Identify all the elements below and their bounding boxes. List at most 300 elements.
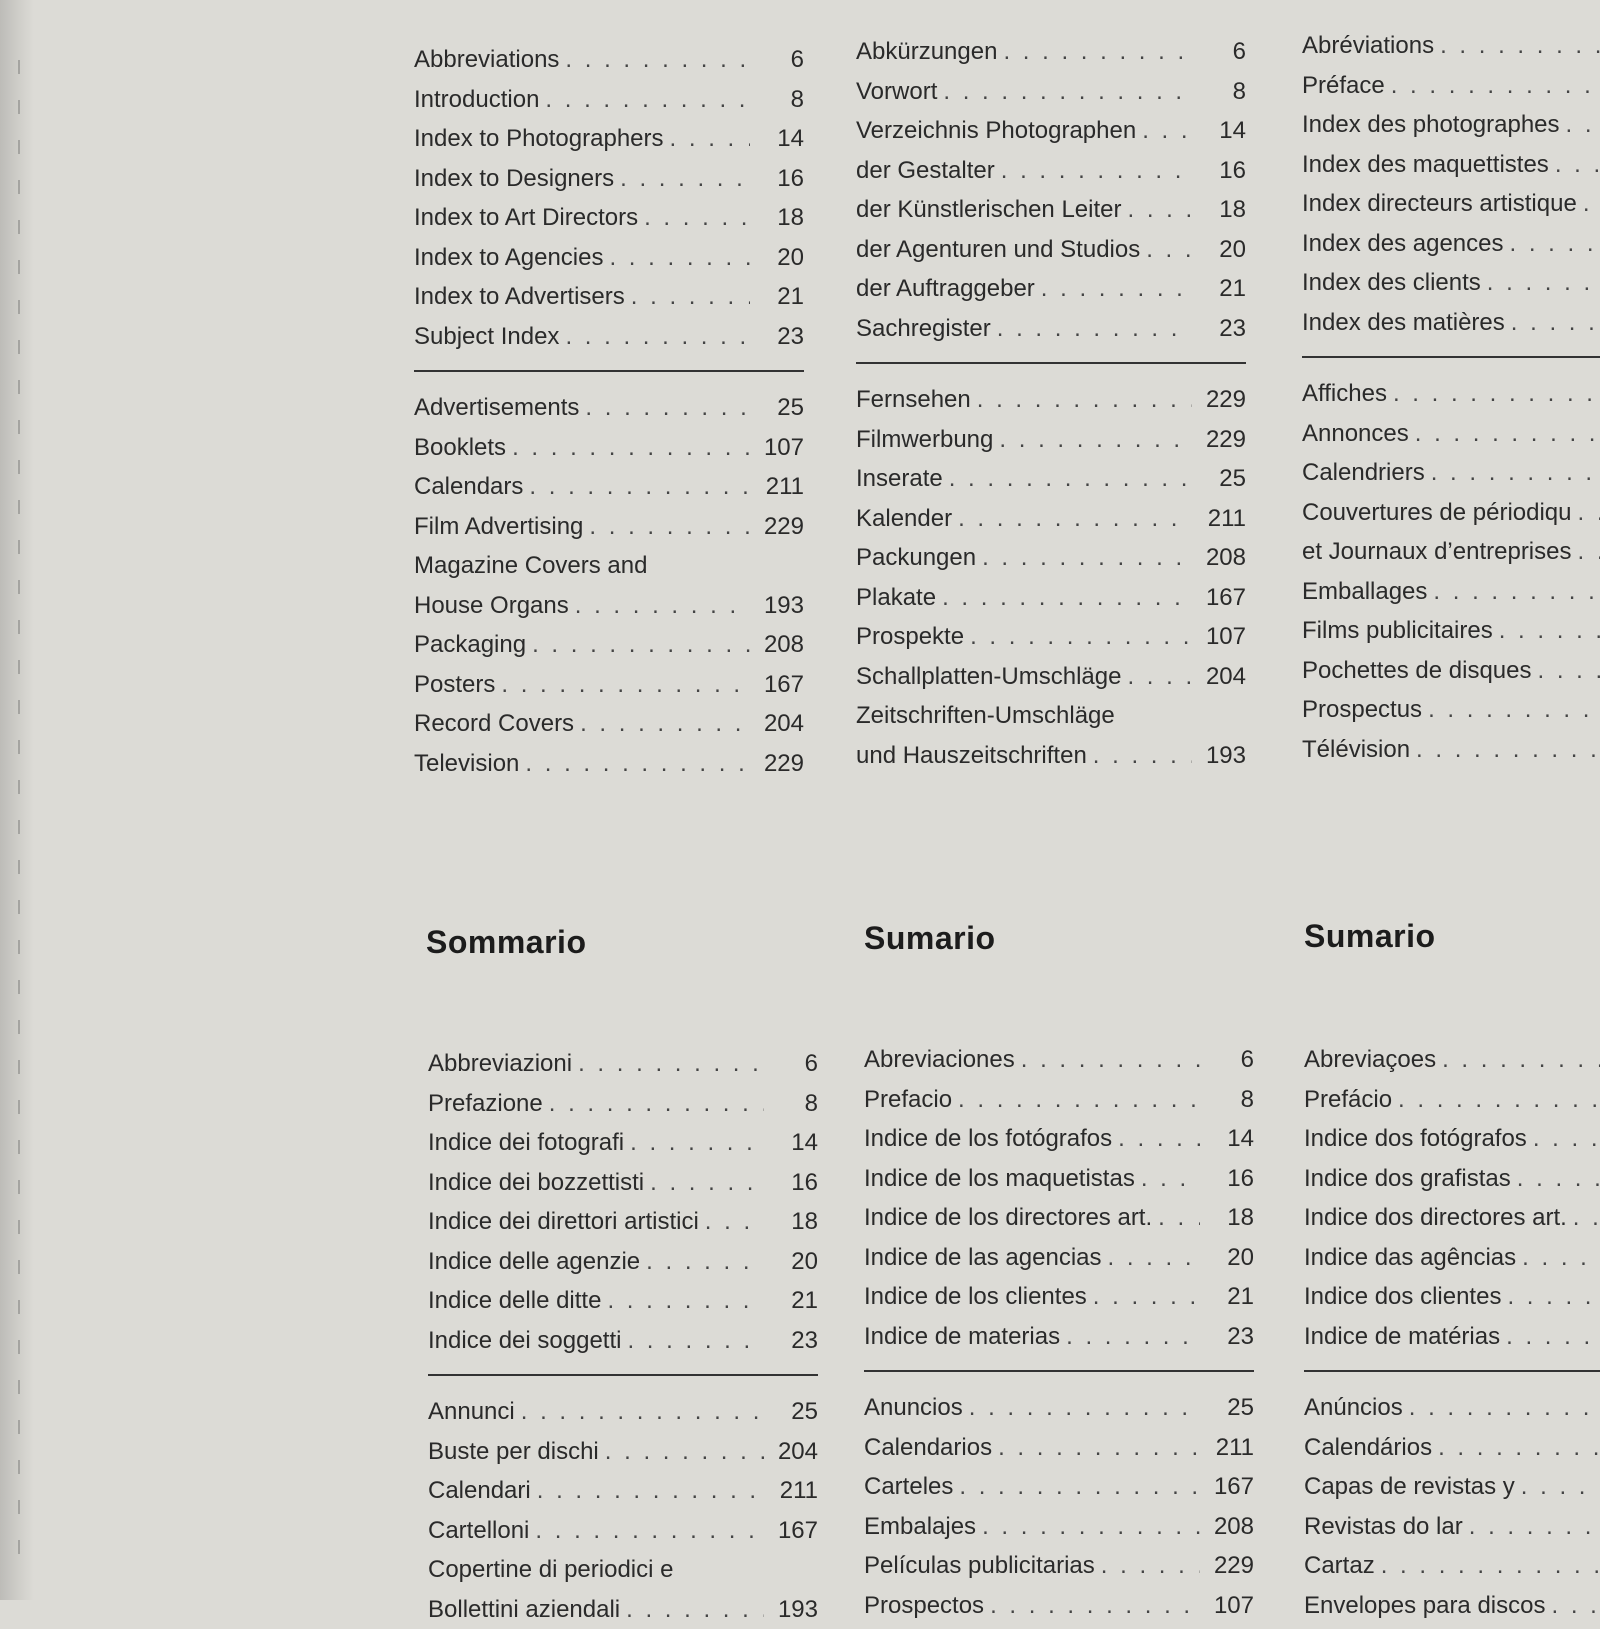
dot-leader bbox=[572, 1044, 764, 1084]
toc-entry bbox=[1302, 105, 1600, 145]
toc-entry bbox=[1302, 414, 1600, 454]
toc-entry-label: Indice dos directores art. bbox=[1304, 1198, 1567, 1238]
toc-entry bbox=[428, 1321, 818, 1361]
dot-leader bbox=[1434, 26, 1600, 66]
toc-entry-label: Inserate bbox=[856, 459, 943, 499]
toc-entry bbox=[856, 499, 1246, 539]
toc-spanish bbox=[864, 1040, 1254, 1625]
divider bbox=[428, 1374, 818, 1376]
toc-entry bbox=[856, 657, 1246, 697]
page-binding-edge bbox=[0, 0, 34, 1600]
dot-leader bbox=[1501, 1277, 1600, 1317]
toc-entry-page: 208 bbox=[1192, 538, 1246, 578]
toc-entry-label: Index to Advertisers bbox=[414, 277, 625, 317]
divider bbox=[864, 1370, 1254, 1372]
toc-entry-page: 18 bbox=[764, 1202, 818, 1242]
toc-entry bbox=[428, 1084, 818, 1124]
toc-entry bbox=[1302, 224, 1600, 264]
toc-entry bbox=[414, 277, 804, 317]
toc-entry-label: Vorwort bbox=[856, 72, 937, 112]
toc-entry-page: 167 bbox=[1192, 578, 1246, 618]
toc-entry bbox=[428, 1432, 818, 1472]
dot-leader bbox=[1493, 611, 1600, 651]
toc-entry-label: Indice delle agenzie bbox=[428, 1242, 640, 1282]
toc-entry-label: Indice dei direttori artistici bbox=[428, 1202, 699, 1242]
toc-entry bbox=[414, 586, 804, 626]
toc-entry-label: Calendars bbox=[414, 467, 523, 507]
toc-entry-page: 20 bbox=[750, 238, 804, 278]
toc-entry bbox=[1304, 1277, 1600, 1317]
toc-entry-label: Anúncios bbox=[1304, 1388, 1403, 1428]
toc-entry-page: 6 bbox=[1200, 1040, 1254, 1080]
toc-entry bbox=[864, 1467, 1254, 1507]
toc-entry bbox=[428, 1281, 818, 1321]
toc-entry bbox=[1304, 1198, 1600, 1238]
toc-entry-label: Abreviaciones bbox=[864, 1040, 1015, 1080]
toc-entry-label: Revistas do lar bbox=[1304, 1507, 1463, 1547]
dot-leader bbox=[599, 1432, 764, 1472]
toc-entry-label: Index des matières bbox=[1302, 303, 1505, 343]
toc-entry-label: Indice de materias bbox=[864, 1317, 1060, 1357]
toc-spanish-main bbox=[864, 1040, 1254, 1356]
toc-entry-label: Index to Art Directors bbox=[414, 198, 638, 238]
toc-entry-label: der Gestalter bbox=[856, 151, 995, 191]
dot-leader bbox=[1500, 1317, 1600, 1357]
toc-entry-label: Indice de las agencias bbox=[864, 1238, 1102, 1278]
dot-leader bbox=[699, 1202, 764, 1242]
dot-leader bbox=[1505, 303, 1600, 343]
dot-leader bbox=[1095, 1546, 1200, 1586]
dot-leader bbox=[976, 1507, 1200, 1547]
toc-entry-label: Schallplatten-Umschläge bbox=[856, 657, 1121, 697]
toc-french-main bbox=[1302, 26, 1600, 342]
dot-leader bbox=[1403, 1388, 1600, 1428]
toc-entry-page: 229 bbox=[1192, 380, 1246, 420]
toc-entry-label: Indice de los fotógrafos bbox=[864, 1119, 1112, 1159]
toc-entry-page: 25 bbox=[764, 1392, 818, 1432]
dot-leader bbox=[559, 40, 750, 80]
dot-leader bbox=[1515, 1467, 1600, 1507]
toc-entry-page: 14 bbox=[764, 1123, 818, 1163]
toc-entry-label: Booklets bbox=[414, 428, 506, 468]
dot-leader bbox=[1516, 1238, 1600, 1278]
toc-entry-label: Subject Index bbox=[414, 317, 559, 357]
toc-entry-page: 204 bbox=[1192, 657, 1246, 697]
toc-entry-label: Indice delle ditte bbox=[428, 1281, 601, 1321]
toc-entry-label: Zeitschriften-Umschläge bbox=[856, 696, 1115, 736]
toc-entry-label: Prospekte bbox=[856, 617, 964, 657]
toc-entry-label: und Hauszeitschriften bbox=[856, 736, 1087, 776]
dot-leader bbox=[515, 1392, 764, 1432]
toc-entry-label: Abbreviazioni bbox=[428, 1044, 572, 1084]
toc-entry-page: 193 bbox=[1192, 736, 1246, 776]
toc-entry-label: Cartelloni bbox=[428, 1511, 529, 1551]
toc-entry bbox=[1302, 532, 1600, 572]
toc-entry-page: 20 bbox=[764, 1242, 818, 1282]
dot-leader bbox=[1511, 1159, 1600, 1199]
toc-entry bbox=[856, 538, 1246, 578]
toc-entry-label: Pochettes de disques bbox=[1302, 651, 1532, 691]
dot-leader bbox=[993, 420, 1192, 460]
dot-leader bbox=[583, 507, 750, 547]
toc-entry-label: der Agenturen und Studios bbox=[856, 230, 1140, 270]
toc-entry bbox=[1302, 611, 1600, 651]
dot-leader bbox=[991, 309, 1192, 349]
toc-entry-label: der Künstlerischen Leiter bbox=[856, 190, 1121, 230]
toc-entry-label: Indice de los clientes bbox=[864, 1277, 1087, 1317]
toc-entry-label: Index des maquettistes bbox=[1302, 145, 1549, 185]
toc-entry bbox=[1302, 493, 1600, 533]
toc-entry-label: Kalender bbox=[856, 499, 952, 539]
toc-entry bbox=[856, 696, 1246, 736]
dot-leader bbox=[539, 80, 750, 120]
dot-leader bbox=[574, 704, 750, 744]
toc-entry-label: Indice dos clientes bbox=[1304, 1277, 1501, 1317]
toc-entry-page: 229 bbox=[750, 744, 804, 784]
dot-leader bbox=[1567, 1198, 1600, 1238]
toc-entry bbox=[864, 1586, 1254, 1626]
toc-entry bbox=[1304, 1467, 1600, 1507]
toc-entry bbox=[1302, 66, 1600, 106]
toc-entry bbox=[428, 1202, 818, 1242]
toc-entry-page: 21 bbox=[1192, 269, 1246, 309]
dot-leader bbox=[529, 1511, 764, 1551]
toc-entry-page: 14 bbox=[1192, 111, 1246, 151]
dot-leader bbox=[1527, 1119, 1600, 1159]
dot-leader bbox=[1015, 1040, 1200, 1080]
toc-entry-label: Packungen bbox=[856, 538, 976, 578]
dot-leader bbox=[1410, 730, 1600, 770]
toc-entry-label: Abkürzungen bbox=[856, 32, 997, 72]
toc-entry bbox=[414, 546, 804, 586]
toc-entry bbox=[864, 1428, 1254, 1468]
dot-leader bbox=[963, 1388, 1200, 1428]
toc-entry bbox=[414, 428, 804, 468]
toc-spanish-sections bbox=[864, 1388, 1254, 1625]
dot-leader bbox=[495, 665, 750, 705]
dot-leader bbox=[1463, 1507, 1600, 1547]
toc-entry bbox=[428, 1511, 818, 1551]
dot-leader bbox=[1102, 1238, 1201, 1278]
toc-entry bbox=[414, 704, 804, 744]
toc-entry-label: Fernsehen bbox=[856, 380, 971, 420]
toc-entry bbox=[1304, 1317, 1600, 1357]
dot-leader bbox=[1035, 269, 1192, 309]
toc-entry-page: 21 bbox=[750, 277, 804, 317]
toc-german bbox=[856, 32, 1246, 775]
toc-entry bbox=[428, 1044, 818, 1084]
toc-german-main bbox=[856, 32, 1246, 348]
toc-entry-page: 18 bbox=[750, 198, 804, 238]
toc-entry-label: Index to Agencies bbox=[414, 238, 603, 278]
toc-entry-label: Prospectos bbox=[864, 1586, 984, 1626]
toc-entry-label: Carteles bbox=[864, 1467, 953, 1507]
toc-entry-page: 16 bbox=[1200, 1159, 1254, 1199]
toc-entry-label: Couvertures de périodiqu bbox=[1302, 493, 1572, 533]
divider bbox=[856, 362, 1246, 364]
toc-entry-label: Préface bbox=[1302, 66, 1385, 106]
toc-entry-label: Bollettini aziendali bbox=[428, 1590, 620, 1629]
divider bbox=[414, 370, 804, 372]
divider bbox=[1304, 1370, 1600, 1372]
toc-entry-page: 204 bbox=[764, 1432, 818, 1472]
heading-italian: Sommario bbox=[426, 924, 586, 961]
toc-entry-label: et Journaux d’entreprises bbox=[1302, 532, 1571, 572]
dot-leader bbox=[1121, 657, 1192, 697]
dot-leader bbox=[1387, 374, 1600, 414]
dot-leader bbox=[995, 151, 1192, 191]
dot-leader bbox=[625, 277, 750, 317]
toc-entry-label: Envelopes para discos bbox=[1304, 1586, 1545, 1626]
toc-entry bbox=[864, 1040, 1254, 1080]
toc-french-sections bbox=[1302, 374, 1600, 769]
toc-entry-label: Indice dos fotógrafos bbox=[1304, 1119, 1527, 1159]
toc-entry-label: Films publicitaires bbox=[1302, 611, 1493, 651]
toc-entry-page: 211 bbox=[764, 1471, 818, 1511]
toc-entry-page: 8 bbox=[1192, 72, 1246, 112]
toc-entry-label: Magazine Covers and bbox=[414, 546, 647, 586]
toc-entry-page: 16 bbox=[764, 1163, 818, 1203]
toc-entry-page: 6 bbox=[764, 1044, 818, 1084]
toc-entry bbox=[864, 1277, 1254, 1317]
dot-leader bbox=[1549, 145, 1600, 185]
toc-entry bbox=[428, 1123, 818, 1163]
toc-entry-label: Index des agences bbox=[1302, 224, 1503, 264]
toc-entry-label: Advertisements bbox=[414, 388, 579, 428]
toc-entry-label: Télévision bbox=[1302, 730, 1410, 770]
toc-entry-label: der Auftraggeber bbox=[856, 269, 1035, 309]
toc-entry-label: Index to Designers bbox=[414, 159, 614, 199]
heading-spanish: Sumario bbox=[864, 920, 996, 957]
dot-leader bbox=[1140, 230, 1192, 270]
toc-entry-label: Prefazione bbox=[428, 1084, 543, 1124]
toc-entry bbox=[864, 1080, 1254, 1120]
dot-leader bbox=[506, 428, 750, 468]
toc-entry bbox=[1304, 1040, 1600, 1080]
toc-entry-page: 8 bbox=[750, 80, 804, 120]
toc-entry-page: 25 bbox=[1200, 1388, 1254, 1428]
dot-leader bbox=[936, 578, 1192, 618]
toc-entry bbox=[414, 238, 804, 278]
toc-entry bbox=[414, 198, 804, 238]
toc-entry-label: Affiches bbox=[1302, 374, 1387, 414]
dot-leader bbox=[1436, 1040, 1600, 1080]
toc-entry bbox=[1302, 26, 1600, 66]
toc-entry-page: 20 bbox=[1192, 230, 1246, 270]
toc-entry-label: Calendários bbox=[1304, 1428, 1432, 1468]
dot-leader bbox=[531, 1471, 764, 1511]
toc-entry bbox=[1302, 145, 1600, 185]
toc-entry-page: 211 bbox=[1192, 499, 1246, 539]
dot-leader bbox=[1409, 414, 1600, 454]
dot-leader bbox=[1577, 184, 1600, 224]
dot-leader bbox=[1152, 1198, 1200, 1238]
toc-entry-page: 25 bbox=[750, 388, 804, 428]
toc-entry bbox=[856, 736, 1246, 776]
dot-leader bbox=[664, 119, 750, 159]
dot-leader bbox=[964, 617, 1192, 657]
toc-entry-label: Prospectus bbox=[1302, 690, 1422, 730]
binding-holes bbox=[18, 60, 20, 1560]
toc-entry bbox=[428, 1392, 818, 1432]
dot-leader bbox=[1545, 1586, 1600, 1626]
toc-entry-label: House Organs bbox=[414, 586, 569, 626]
toc-entry bbox=[428, 1590, 818, 1629]
toc-entry-page: 193 bbox=[750, 586, 804, 626]
toc-entry-page: 167 bbox=[1200, 1467, 1254, 1507]
dot-leader bbox=[1571, 532, 1600, 572]
toc-entry bbox=[428, 1242, 818, 1282]
dot-leader bbox=[569, 586, 750, 626]
dot-leader bbox=[543, 1084, 764, 1124]
toc-entry bbox=[414, 80, 804, 120]
toc-entry-label: Packaging bbox=[414, 625, 526, 665]
toc-entry-page: 208 bbox=[1200, 1507, 1254, 1547]
toc-entry-label: Plakate bbox=[856, 578, 936, 618]
toc-entry-page: 107 bbox=[1200, 1586, 1254, 1626]
dot-leader bbox=[559, 317, 750, 357]
toc-entry-page: 6 bbox=[750, 40, 804, 80]
toc-entry bbox=[414, 159, 804, 199]
dot-leader bbox=[1572, 493, 1600, 533]
dot-leader bbox=[1425, 453, 1600, 493]
toc-entry-label: Annunci bbox=[428, 1392, 515, 1432]
toc-entry-page: 21 bbox=[1200, 1277, 1254, 1317]
toc-entry-page: 25 bbox=[1192, 459, 1246, 499]
dot-leader bbox=[620, 1590, 764, 1629]
toc-entry bbox=[428, 1550, 818, 1590]
dot-leader bbox=[1375, 1546, 1600, 1586]
toc-entry bbox=[856, 578, 1246, 618]
toc-entry-label: Indice das agências bbox=[1304, 1238, 1516, 1278]
toc-english-main bbox=[414, 40, 804, 356]
dot-leader bbox=[614, 159, 750, 199]
toc-entry bbox=[1304, 1238, 1600, 1278]
dot-leader bbox=[526, 625, 750, 665]
dot-leader bbox=[624, 1123, 764, 1163]
toc-entry bbox=[1302, 651, 1600, 691]
toc-entry bbox=[856, 380, 1246, 420]
toc-entry-label: Calendarios bbox=[864, 1428, 992, 1468]
toc-entry bbox=[856, 32, 1246, 72]
toc-entry bbox=[1304, 1586, 1600, 1626]
dot-leader bbox=[1112, 1119, 1200, 1159]
dot-leader bbox=[579, 388, 750, 428]
toc-entry-label: Indice dei fotografi bbox=[428, 1123, 624, 1163]
toc-entry bbox=[856, 230, 1246, 270]
toc-entry-label: Embalajes bbox=[864, 1507, 976, 1547]
divider bbox=[1302, 356, 1600, 358]
toc-entry-page: 18 bbox=[1200, 1198, 1254, 1238]
dot-leader bbox=[953, 1467, 1200, 1507]
toc-portuguese bbox=[1304, 1040, 1600, 1625]
toc-entry-page: 107 bbox=[750, 428, 804, 468]
dot-leader bbox=[1432, 1428, 1600, 1468]
toc-entry-page: 208 bbox=[750, 625, 804, 665]
toc-entry bbox=[856, 72, 1246, 112]
toc-entry bbox=[428, 1163, 818, 1203]
toc-entry bbox=[856, 190, 1246, 230]
toc-entry bbox=[414, 40, 804, 80]
dot-leader bbox=[997, 32, 1192, 72]
toc-entry-page: 229 bbox=[1200, 1546, 1254, 1586]
dot-leader bbox=[1560, 105, 1600, 145]
toc-entry-label: Indice dei bozzettisti bbox=[428, 1163, 644, 1203]
toc-entry bbox=[1304, 1080, 1600, 1120]
dot-leader bbox=[1135, 1159, 1200, 1199]
toc-entry bbox=[1302, 572, 1600, 612]
toc-entry bbox=[414, 665, 804, 705]
toc-entry-page: 107 bbox=[1192, 617, 1246, 657]
toc-entry-page: 6 bbox=[1192, 32, 1246, 72]
toc-entry bbox=[856, 269, 1246, 309]
dot-leader bbox=[1392, 1080, 1600, 1120]
toc-entry-label: Introduction bbox=[414, 80, 539, 120]
toc-entry-page: 229 bbox=[1192, 420, 1246, 460]
toc-entry-label: Indice de los directores art. bbox=[864, 1198, 1152, 1238]
toc-entry bbox=[414, 507, 804, 547]
toc-entry-label: Index to Photographers bbox=[414, 119, 664, 159]
toc-entry-label: Películas publicitarias bbox=[864, 1546, 1095, 1586]
toc-entry bbox=[864, 1159, 1254, 1199]
toc-entry-page: 14 bbox=[750, 119, 804, 159]
toc-entry bbox=[414, 467, 804, 507]
toc-german-sections bbox=[856, 380, 1246, 775]
toc-entry bbox=[414, 388, 804, 428]
toc-entry-label: Cartaz bbox=[1304, 1546, 1375, 1586]
toc-entry bbox=[1304, 1388, 1600, 1428]
dot-leader bbox=[937, 72, 1192, 112]
toc-entry-label: Capas de revistas y bbox=[1304, 1467, 1515, 1507]
toc-entry-page: 21 bbox=[764, 1281, 818, 1321]
toc-entry-label: Film Advertising bbox=[414, 507, 583, 547]
toc-entry bbox=[1302, 690, 1600, 730]
dot-leader bbox=[1060, 1317, 1200, 1357]
toc-entry bbox=[1304, 1428, 1600, 1468]
toc-entry-label: Indice de matérias bbox=[1304, 1317, 1500, 1357]
dot-leader bbox=[523, 467, 750, 507]
dot-leader bbox=[952, 1080, 1200, 1120]
toc-entry bbox=[856, 420, 1246, 460]
dot-leader bbox=[992, 1428, 1200, 1468]
toc-entry-label: Calendriers bbox=[1302, 453, 1425, 493]
toc-entry bbox=[1302, 303, 1600, 343]
toc-entry-page: 23 bbox=[1192, 309, 1246, 349]
toc-entry bbox=[864, 1119, 1254, 1159]
toc-entry-page: 229 bbox=[750, 507, 804, 547]
toc-italian bbox=[428, 1044, 818, 1629]
toc-entry-page: 8 bbox=[764, 1084, 818, 1124]
toc-entry-page: 20 bbox=[1200, 1238, 1254, 1278]
toc-entry-page: 8 bbox=[1200, 1080, 1254, 1120]
toc-entry-label: Prefacio bbox=[864, 1080, 952, 1120]
dot-leader bbox=[1087, 1277, 1200, 1317]
toc-entry-page: 211 bbox=[1200, 1428, 1254, 1468]
toc-italian-sections bbox=[428, 1392, 818, 1629]
toc-entry-page: 23 bbox=[750, 317, 804, 357]
toc-entry-label: Indice de los maquetistas bbox=[864, 1159, 1135, 1199]
toc-entry-label: Indice dei soggetti bbox=[428, 1321, 621, 1361]
toc-entry-label: Index des clients bbox=[1302, 263, 1481, 303]
dot-leader bbox=[943, 459, 1192, 499]
dot-leader bbox=[976, 538, 1192, 578]
toc-entry bbox=[864, 1238, 1254, 1278]
toc-entry-label: Verzeichnis Photographen bbox=[856, 111, 1136, 151]
toc-entry bbox=[864, 1546, 1254, 1586]
toc-entry-label: Record Covers bbox=[414, 704, 574, 744]
toc-entry bbox=[856, 309, 1246, 349]
toc-entry-page: 23 bbox=[1200, 1317, 1254, 1357]
